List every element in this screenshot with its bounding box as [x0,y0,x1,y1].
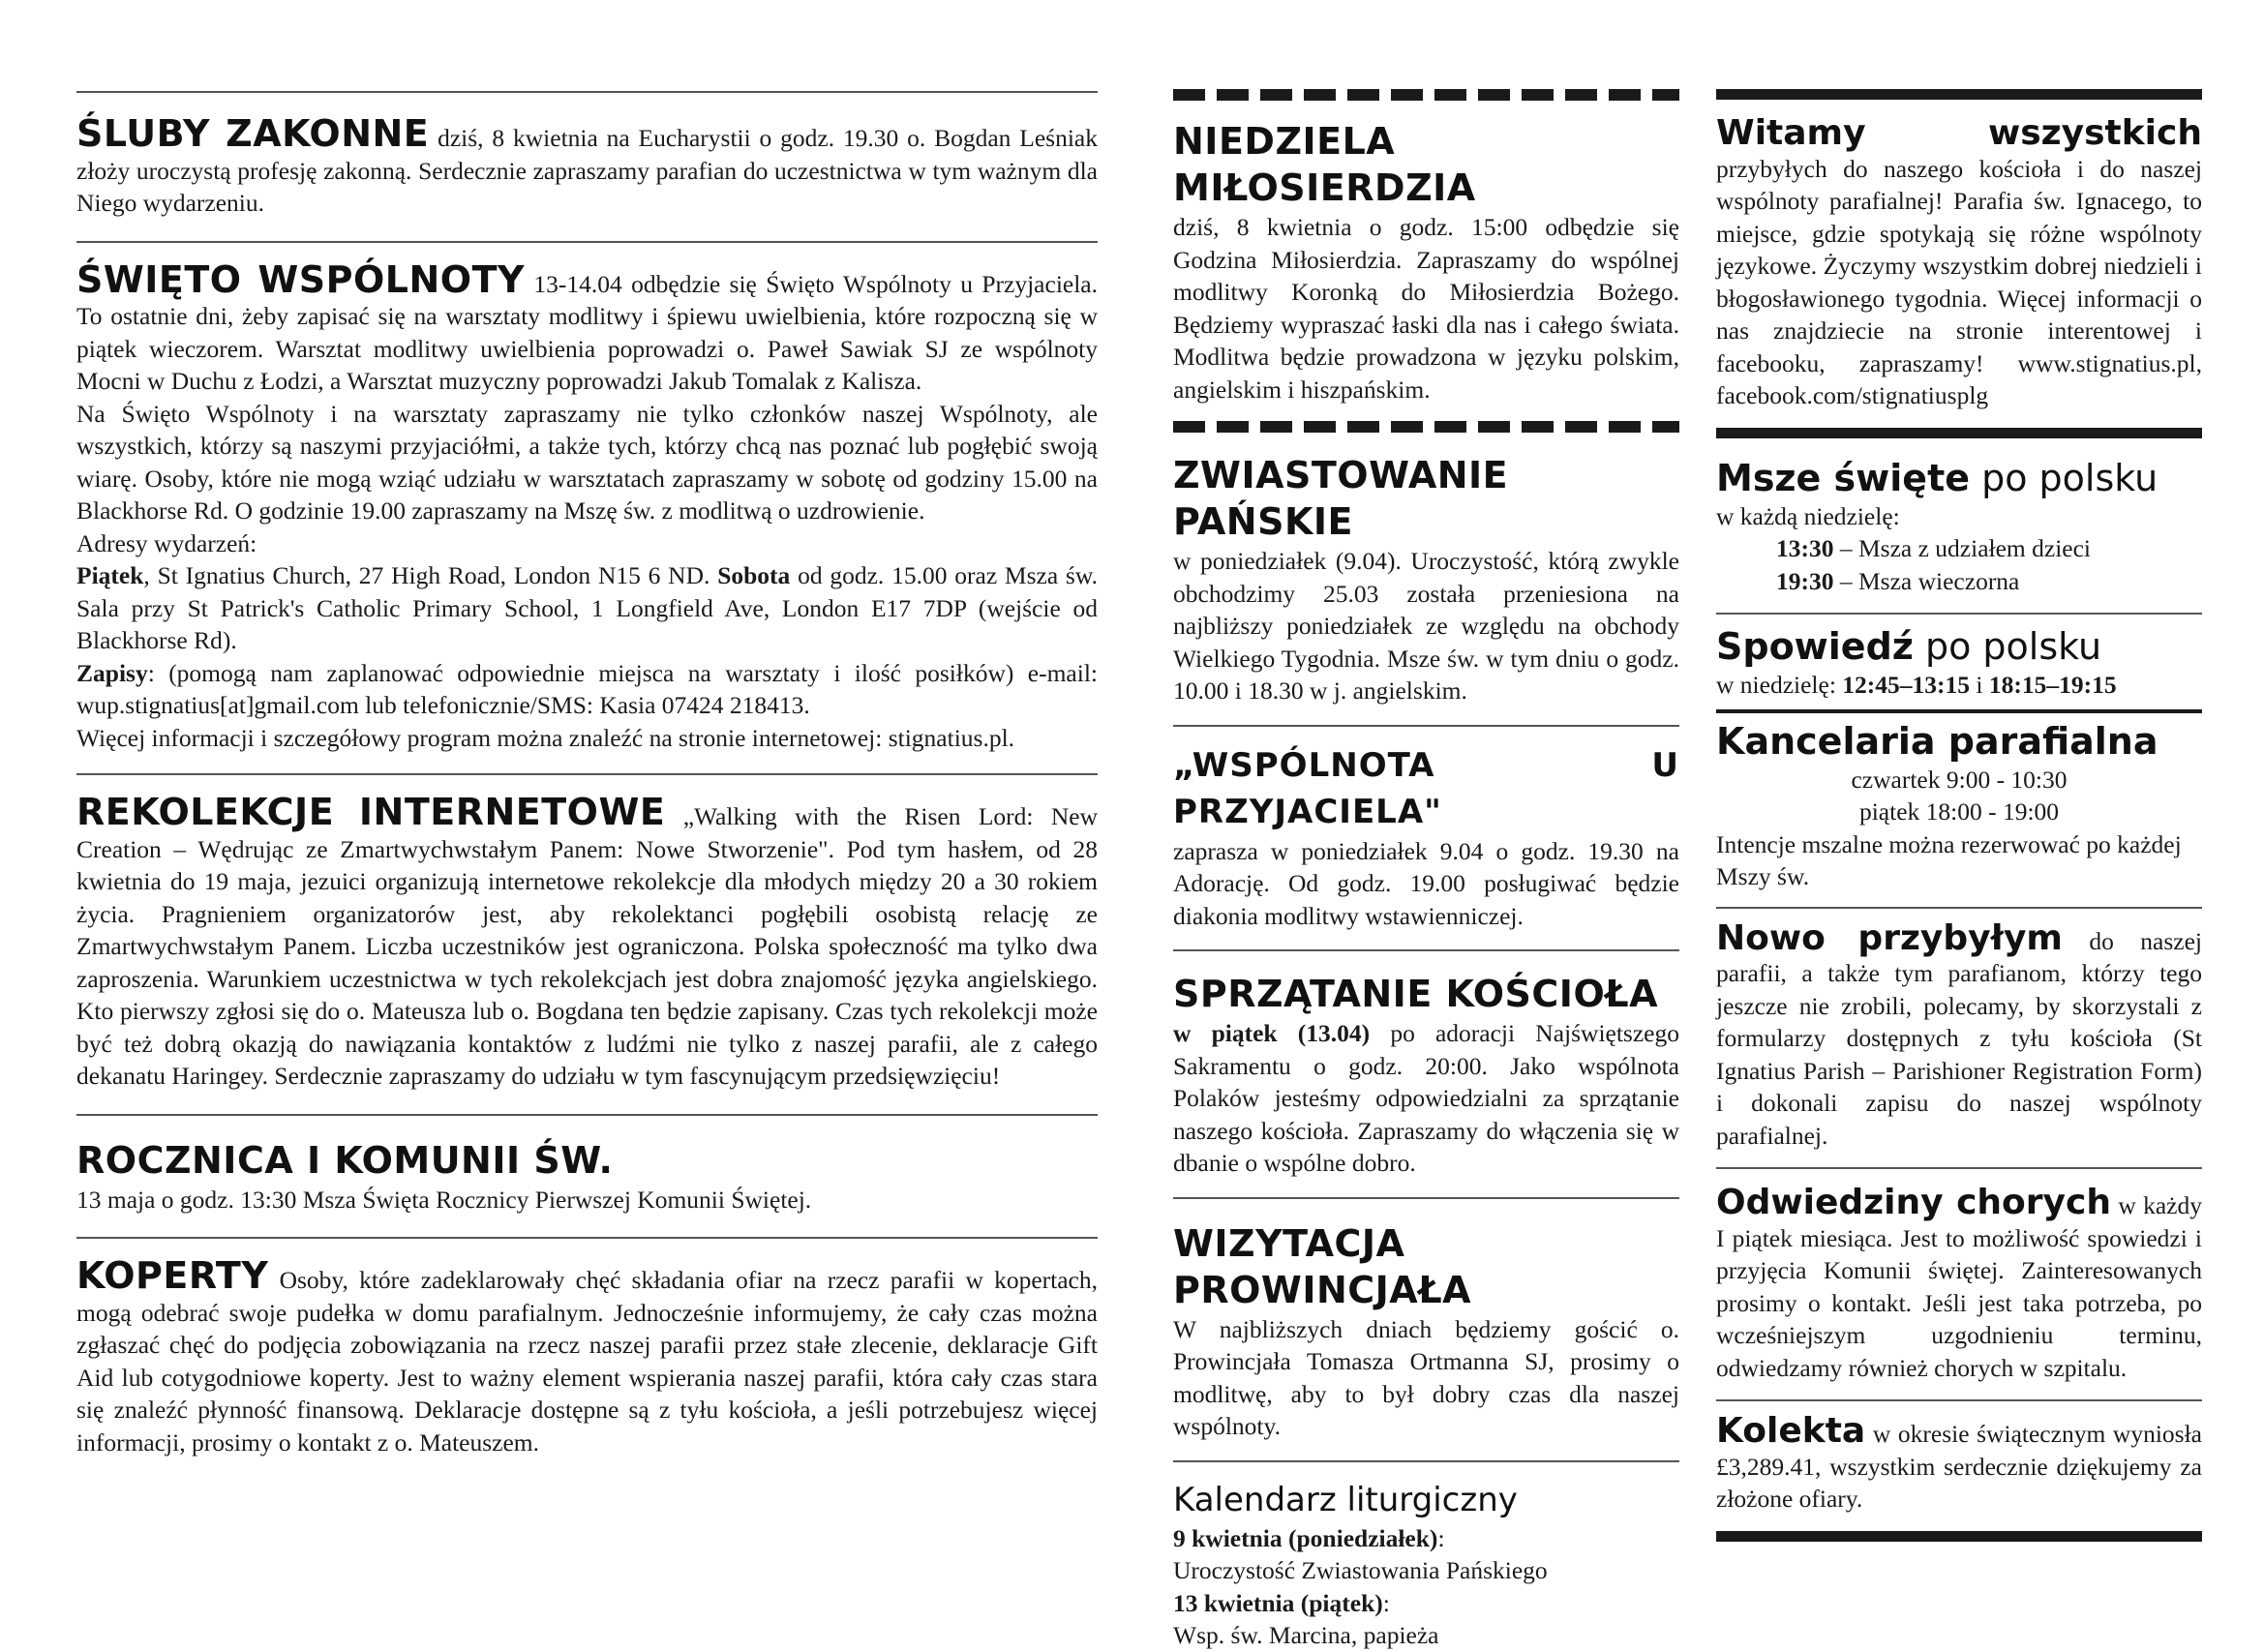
section-title: WIZYTACJA PROWINCJAŁA [1173,1221,1472,1311]
divider [76,1114,1098,1116]
section-niedziela [1173,118,1679,405]
section-text: 13-14.04 odbędzie się Święto Wspólnoty u Przyjaciela. To ostatnie dni, żeby zapisać się na warsztaty modlitwy i śpiewu uwielbienia, które rozpoczną się w piątek wieczorem. Warsztat modlitwy uwielbienia poprowadzi o. Paweł Sawiak SJ ze wspólnoty Mocni w Duchu z Łodzi, a Warsztat muzyczny poprowadzi Jakub Tomalak z Kalisza. [76,269,1098,395]
right-column [1716,0,2202,1542]
section-title: ROCZNICA I KOMUNII ŚW. [76,1138,614,1182]
section-title: ŚWIĘTO WSPÓLNOTY [76,257,526,301]
mass-desc: – Msza wieczorna [1833,566,2020,595]
section-sprzatanie [1173,971,1679,1180]
divider [76,1237,1098,1239]
saturday-address: od godz. 15.00 oraz Msza św. Sala przy St Patrick's Catholic Primary School, 1 Longfield Ave, London E17 7DP (wejście od Blackhorse Rd). [76,561,1098,654]
section-title: Odwiedziny chorych [1716,1183,2111,1222]
divider [1716,709,2202,713]
section-wspolnota [1173,742,1679,933]
section-rocznica [76,1137,1098,1216]
section-text: W najbliższych dniach będziemy gościć o. Prowincjała Tomasza Ortmanna SJ, prosimy o modlitwę, aby to był dobry czas dla naszej wspólnoty. [1173,1314,1679,1440]
addresses-label: Adresy wydarzeń: [76,528,257,557]
section-text: dziś, 8 kwietnia o godz. 15:00 odbędzie się Godzina Miłosierdzia. Zapraszamy do wspólnej modlitwy Koronką do Miłosierdzia Bożego. Będziemy wypraszać łaski dla nas i całego świata. Modlitwa będzie prowadzona w języku polskim, angielskim i hiszpańskim. [1173,213,1679,404]
section-text: zaprasza w poniedziałek 9.04 o godz. 19.30 na Adorację. Od godz. 19.00 posługiwać będzie diakonia modlitwy wstawienniczej. [1173,836,1679,930]
section-text: dziś, 8 kwietnia na Eucharystii o godz. 19.30 o. Bogdan Leśniak złoży uroczystą profesję zakonną. Serdecznie zapraszamy parafian do uczestnictwa w tym ważnym dla Niego wydarzeniu. [76,124,1098,217]
section-zwiastowanie [1173,452,1679,707]
section-title: Spowiedź [1716,625,1914,668]
date-bold: w piątek (13.04) [1173,1019,1371,1047]
section-title: Kalendarz liturgiczny [1173,1480,1518,1519]
section-text: przybyłych do naszego kościoła i do naszej wspólnoty parafialnej! Parafia św. Ignacego, to miejsce, gdzie spotykają się różne wspólnoty językowe. Życzymy wszystkim dobrej niedzieli i błogosławionego tygodnia. Więcej informacji o nas znajdziecie na stronie interentowej i facebooku, zapraszamy! www.stignatius.pl, facebook.com/stignatiusplg [1716,154,2202,409]
divider [76,91,1098,93]
section-title: Kancelaria parafialna [1716,719,2158,763]
date-suffix: : [1382,1588,1390,1617]
section-text: 13 maja o godz. 13:30 Msza Święta Rocznicy Pierwszej Komunii Świętej. [76,1185,812,1214]
friday-label: Piątek [76,561,144,589]
divider [1173,1460,1679,1462]
feast: Wsp. św. Marcina, papieża [1173,1621,1439,1649]
section-title: KOPERTY [76,1254,269,1297]
middle-column [1173,0,1679,1652]
section-text: w poniedziałek (9.04). Uroczystość, którą zwykle obchodzimy 25.03 została przeniesiona na najbliższy poniedziałek ze względu na obchody Wielkiego Tygodnia. Msze św. w tym dniu o godz. 10.00 i 18.30 w j. angielskim. [1173,547,1679,705]
saturday-label: Sobota [717,561,791,589]
more-info: Więcej informacji i szczegółowy program można znaleźć na stronie internetowej: stignatius.pl. [76,723,1015,752]
divider [1716,613,2202,615]
dashed-divider [1173,421,1679,433]
section-sluby [76,112,1098,220]
section-witamy [1716,113,2202,412]
confession-time: 12:45–13:15 [1842,671,1971,699]
confession-time: 18:15–19:15 [1988,671,2117,699]
section-text: Intencje mszalne można rezerwować po każdej Mszy św. [1716,829,2182,890]
friday-address: , St Ignatius Church, 27 High Road, London N15 6 ND. [143,561,718,589]
section-kolekta [1716,1411,2202,1516]
section-title: Witamy wszystkich [1716,113,2202,153]
dashed-divider [1173,89,1679,101]
office-hours: piątek 18:00 - 19:00 [1858,797,2060,826]
section-title: REKOLEKCJE INTERNETOWE [76,791,666,833]
schedule-intro: w każdą niedzielę: [1716,501,1900,530]
thick-divider [1716,428,2202,438]
confession-mid: i [1970,671,1989,699]
section-text: do naszej parafii, a także tym parafianom, którzy tego jeszcze nie zrobili, polecamy, by skorzystali z formularzy dostępnych z tyłu kościoła (St Ignatius Parish – Parishioner Registration Form) i dokonali zapisu do naszej wspólnoty parafialnej. [1716,926,2202,1150]
section-title: Nowo przybyłym [1716,917,2063,958]
section-text: w każdy I piątek miesiąca. Jest to możliwość spowiedzi i przyjęcia Komunii świętej. Zainteresowanych prosimy o kontakt. Jeśli jest taka potrzeba, po wcześniejszym uzgodnieniu terminu, odwiedzamy również chorych w szpitalu. [1716,1191,2202,1382]
date-suffix: : [1437,1523,1445,1552]
section-text: po adoracji Najświętszego Sakramentu o godz. 20:00. Jako wspólnota Polaków jesteśmy odpowiedzialni za sprzątanie naszego kościoła. Zapraszamy do włączenia się w dbanie o wspólne dobro. [1173,1019,1679,1177]
signup-label: Zapisy [76,658,148,687]
section-kalendarz [1173,1478,1679,1652]
signup-text: : (pomogą nam zaplanować odpowiednie miejsca na warsztaty i ilość posiłków) e-mail: wup.stignatius[at]gmail.com lub telefonicznie/SMS: Kasia 07424 218413. [76,658,1098,719]
section-text: w okresie świątecznym wyniosła £3,289.41, wszystkim serdecznie dziękujemy za złożone ofiary. [1716,1420,2202,1513]
section-title: ŚLUBY ZAKONNE [76,112,430,155]
divider [1716,1167,2202,1169]
section-nowo [1716,917,2202,1153]
section-title: NIEDZIELA MIŁOSIERDZIA [1173,120,1476,209]
section-rekolekcje [76,791,1098,1093]
divider [1173,725,1679,727]
confession-pre: w niedzielę: [1716,671,1843,699]
section-text: „Walking with the Risen Lord: New Creation – Wędrując ze Zmartwychwstałym Panem: Nowe Stworzenie". Pod tym hasłem, od 28 kwietnia do 19 maja, jezuici organizują internetowe rekolekcje dla młodych między 20 a 30 rokiem życia. Pragnieniem organizatorów jest, aby rekolektanci pogłębili osobistą relację ze Zmartwychwstałym Panem. Liczba uczestników jest ograniczona. Polska społeczność ma tylko dwa zaproszenia. Warunkiem uczestnictwa w tych rekolekcjach jest dobra znajomość języka angielskiego. Kto pierwszy zgłosi się do o. Mateusza lub o. Bogdana ten będzie zapisany. Czas tych rekolekcji może być też dobrą okazją do nawiązania kontaktów z ludźmi nie tylko z naszej parafii, ale z całego dekanatu Haringey. Serdecznie zapraszamy do udziału w tym fascynującym przedsięwzięciu! [76,802,1098,1090]
section-title: ZWIASTOWANIE PAŃSKIE [1173,454,1509,543]
section-title: SPRZĄTANIE KOŚCIOŁA [1173,973,1659,1015]
section-odwiedziny [1716,1183,2202,1384]
mass-time: 19:30 [1776,566,1834,595]
divider [1173,949,1679,951]
section-title: Msze święte [1716,456,1971,499]
section-title: Kolekta [1716,1411,1866,1451]
section-title-rest: po polsku [1913,625,2102,668]
section-wizytacja [1173,1220,1679,1443]
divider [1716,907,2202,909]
office-hours: czwartek 9:00 - 10:30 [1851,765,2068,794]
mass-desc: – Msza z udziałem dzieci [1833,534,2092,562]
section-title-rest: po polsku [1970,456,2158,499]
thick-divider [1716,89,2202,100]
date-label: 9 kwietnia (poniedziałek) [1173,1523,1438,1552]
section-title: „WSPÓLNOTA U PRZYJACIELA" [1173,745,1679,831]
mass-time: 13:30 [1776,534,1834,562]
section-text: Osoby, które zadeklarowały chęć składania ofiar na rzecz parafii w kopertach, mogą odebrać swoje pudełka w domu parafialnym. Jednocześnie informujemy, że cały czas można zgłaszać chęć do podjęcia zobowiązania na rzecz naszej parafii przez stałe zlecenie, deklaracje Gift Aid lub cotygodniowe koperty. Jest to ważny element wspierania naszej parafii, która cały czas stara się znaleźć płynność finansową. Deklaracje dostępne są z tyłu kościoła, a jeśli potrzebujesz więcej informacji, prosimy o kontakt z o. Mateuszem. [76,1266,1098,1457]
section-spowiedz [1716,624,2202,702]
date-label: 13 kwietnia (piątek) [1173,1588,1383,1617]
thick-divider [1716,1531,2202,1542]
divider [76,241,1098,243]
section-kancelaria [1716,719,2202,893]
divider [76,773,1098,775]
divider [1173,1197,1679,1199]
feast: Uroczystość Zwiastowania Pańskiego [1173,1556,1548,1584]
section-swieto [76,257,1098,755]
divider [1716,1399,2202,1401]
paragraph: Na Święto Wspólnoty i na warsztaty zapraszamy nie tylko członków naszej Wspólnoty, ale wszystkich, którzy są naszymi przyjaciółmi, a także tych, którzy chcą nas poznać lub pogłębić swoją wiarę. Osoby, które nie mogą wziąć udziału w warsztatach zapraszamy w sobotę od godziny 15.00 na Blackhorse Rd. O godzinie 19.00 zapraszamy na Mszę św. z modlitwą o uzdrowienie. [76,399,1098,525]
section-koperty [76,1254,1098,1458]
left-column [76,0,1098,1458]
section-msze [1716,456,2202,598]
